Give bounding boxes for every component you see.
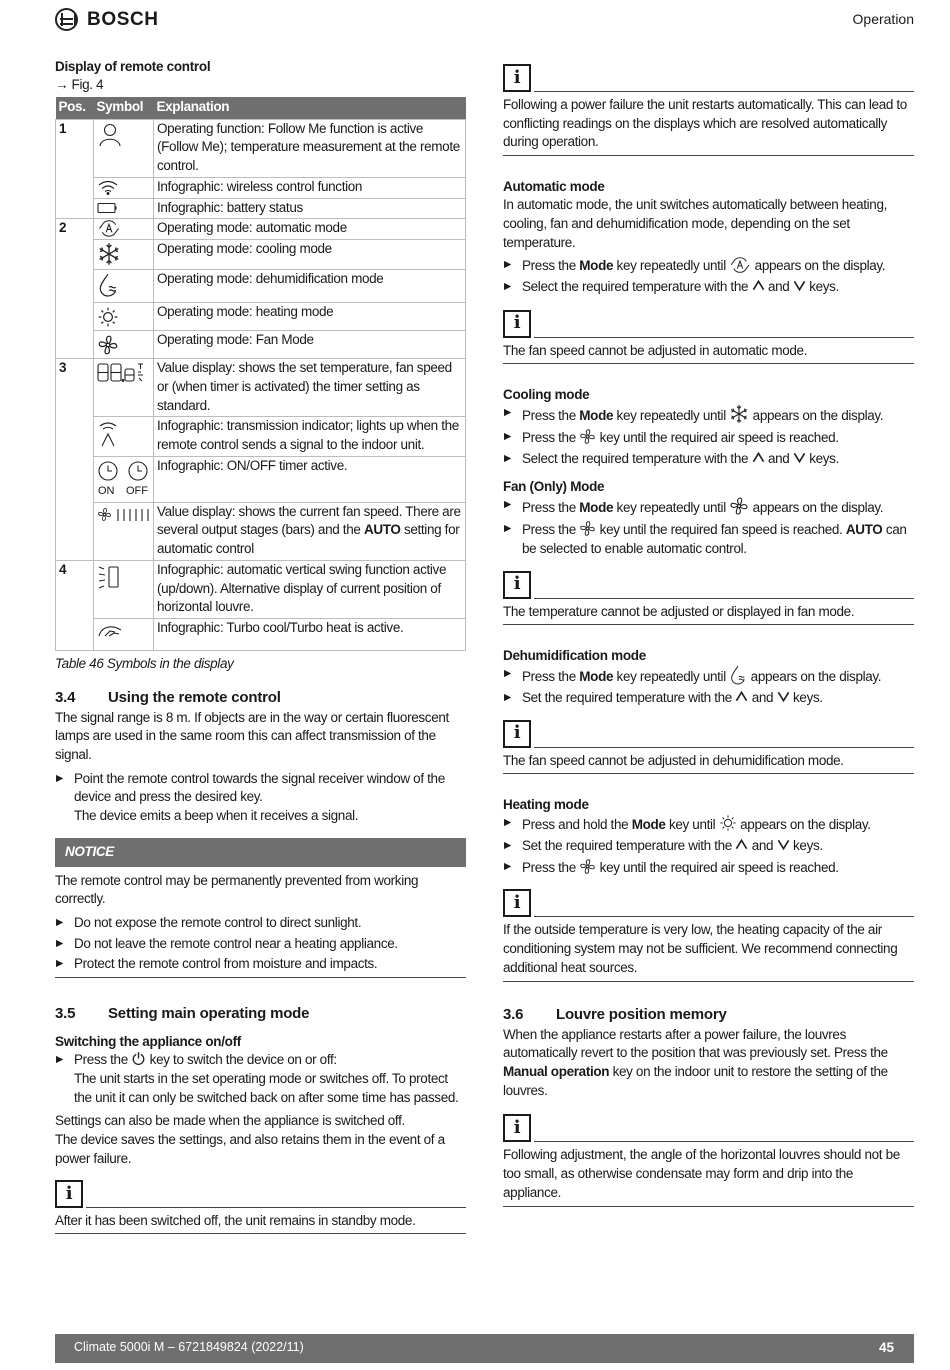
text: keys. xyxy=(789,689,823,705)
mode-key-label: Mode xyxy=(579,500,614,516)
notice-text: The remote control may be permanently prevented from working correctly. xyxy=(55,872,419,907)
document-id: Climate 5000i M – 6721849824 (2022/11) xyxy=(74,1340,304,1354)
info-text: After it has been switched off, the unit remains in standby mode. xyxy=(55,1213,416,1229)
up-arrow-icon xyxy=(752,451,765,464)
up-arrow-icon xyxy=(735,838,748,851)
auto-mode-icon xyxy=(729,256,751,274)
explanation-cell: Operating mode: dehumidification mode xyxy=(154,270,466,303)
info-text: The fan speed cannot be adjusted in automatic mode. xyxy=(503,342,808,358)
timer-off-label: OFF xyxy=(126,484,148,497)
text: Press the xyxy=(522,430,580,446)
explanation-cell xyxy=(154,502,466,560)
info-icon: i xyxy=(503,571,531,599)
automatic-mode-paragraph: In automatic mode, the unit switches automatically between heating, cooling, fan and dehumidification mode, depending on the set temperature. xyxy=(503,197,888,250)
snowflake-icon xyxy=(97,242,121,266)
drop-icon xyxy=(729,665,747,685)
text: Press and hold the xyxy=(522,817,632,833)
symbol-cell xyxy=(94,303,154,331)
list-item: ▶ Do not expose the remote control to direct sunlight. xyxy=(55,914,466,933)
list-item xyxy=(503,837,914,856)
list-item xyxy=(55,1051,466,1107)
info-line xyxy=(534,916,914,917)
heating-mode-list xyxy=(503,814,914,877)
text: can be selected to enable automatic control. xyxy=(522,522,907,556)
info-divider xyxy=(503,981,914,982)
switching-subheading: Switching the appliance on/off xyxy=(55,1034,242,1050)
auto-mode-icon xyxy=(98,219,120,238)
sun-icon xyxy=(719,814,737,832)
info-text: If the outside temperature is very low, the heating capacity of the air conditioning system may not be sufficient. We recommend connecting additional heat sources. xyxy=(503,922,898,975)
transmission-icon xyxy=(97,419,119,449)
person-icon xyxy=(98,122,124,148)
pos-cell: 3 xyxy=(56,359,94,561)
list-item-text: Point the remote control towards the signal receiver window of the device and press the desired key. xyxy=(74,770,445,805)
list-item xyxy=(503,689,914,708)
table-header-symbol: Symbol xyxy=(94,97,154,120)
notice-banner: NOTICE xyxy=(55,838,466,867)
list-item xyxy=(503,858,914,878)
fan-speed-text-c: setting for automatic control xyxy=(157,522,460,557)
text: key on the indoor unit to restore the setting of the louvres. xyxy=(503,1063,888,1098)
text: Press the xyxy=(522,522,580,538)
info-icon: i xyxy=(503,889,531,917)
text: Select the required temperature with the xyxy=(522,450,752,466)
explanation-cell: Infographic: wireless control function xyxy=(154,177,466,198)
power-icon xyxy=(131,1051,146,1066)
text: Press the xyxy=(522,258,580,274)
list-item xyxy=(503,450,914,469)
table-row xyxy=(56,303,466,331)
info-icon: i xyxy=(503,1114,531,1142)
info-divider xyxy=(55,1233,466,1234)
pos-cell: 4 xyxy=(56,560,94,650)
info-line xyxy=(534,337,914,338)
mode-key-label: Mode xyxy=(579,258,614,274)
fan-icon xyxy=(729,496,749,516)
text: appears on the display. xyxy=(749,500,884,516)
table-header-row xyxy=(56,97,466,120)
up-arrow-icon xyxy=(735,690,748,703)
info-header xyxy=(503,64,914,92)
explanation-cell: Infographic: battery status xyxy=(154,198,466,219)
text: key repeatedly until xyxy=(613,669,730,685)
snowflake-icon xyxy=(729,404,749,424)
fan-speed-icon xyxy=(97,506,153,524)
info-icon: i xyxy=(503,310,531,338)
timer-off-clock-icon xyxy=(127,460,149,482)
explanation-cell: Infographic: automatic vertical swing function active (up/down). Alternative display of current position of horizontal louvre. xyxy=(154,560,466,618)
list-item: ▶ Protect the remote control from moisture and impacts. xyxy=(55,955,466,974)
turbo-icon xyxy=(97,622,123,640)
info-line xyxy=(534,598,914,599)
text: Set the required temperature with the xyxy=(522,838,736,854)
explanation-cell: Operating mode: heating mode xyxy=(154,303,466,331)
down-arrow-icon xyxy=(777,838,790,851)
switching-list xyxy=(55,1051,466,1107)
text: appears on the display. xyxy=(747,669,882,685)
text: and xyxy=(764,278,793,294)
info-header xyxy=(503,720,914,748)
louvre-memory-paragraph xyxy=(503,1026,914,1101)
list-item xyxy=(503,665,914,687)
swing-icon xyxy=(97,563,125,591)
info-divider xyxy=(503,155,914,156)
remote-usage-list xyxy=(55,770,466,826)
display-heading: Display of remote control xyxy=(55,59,211,74)
list-item: ▶ Do not leave the remote control near a heating appliance. xyxy=(55,935,466,954)
explanation-cell: Value display: shows the set temperature, fan speed or (when timer is activated) the timer setting as standard. xyxy=(154,359,466,417)
explanation-cell: Operating mode: automatic mode xyxy=(154,219,466,240)
wireless-icon xyxy=(97,179,119,195)
symbols-table xyxy=(55,97,466,651)
right-column xyxy=(503,64,914,1207)
section-title: Louvre position memory xyxy=(556,1005,727,1023)
mode-key-label: Mode xyxy=(579,408,614,424)
auto-keyword: AUTO xyxy=(845,522,883,538)
manual-operation-key-label: Manual operation xyxy=(503,1063,610,1079)
down-arrow-icon xyxy=(793,451,806,464)
info-line xyxy=(534,91,914,92)
symbol-cell xyxy=(94,417,154,456)
left-column xyxy=(55,57,466,1234)
info-icon: i xyxy=(503,64,531,92)
text: Press the xyxy=(522,859,580,875)
info-header xyxy=(503,310,914,338)
table-row xyxy=(56,198,466,219)
list-item xyxy=(503,256,914,276)
section-number: 3.5 xyxy=(55,1005,76,1023)
timer-on-label: ON xyxy=(98,484,115,497)
drop-icon xyxy=(97,272,119,298)
symbol-cell xyxy=(94,240,154,270)
section-title: Operation xyxy=(852,11,914,27)
info-icon: i xyxy=(503,720,531,748)
text: Press the xyxy=(522,500,580,516)
digit-display-icon xyxy=(97,361,149,385)
mode-key-label: Mode xyxy=(631,817,666,833)
figure-reference: → Fig. 4 xyxy=(55,77,104,92)
text: Press the xyxy=(522,669,580,685)
list-item xyxy=(503,404,914,426)
text: and xyxy=(748,689,777,705)
list-item xyxy=(503,814,914,835)
fan-icon xyxy=(579,520,596,537)
list-item-text: key to switch the device on or off: xyxy=(146,1052,337,1068)
section-3-4-heading xyxy=(55,687,466,709)
section-number: 3.6 xyxy=(503,1005,524,1023)
list-item xyxy=(503,520,914,558)
explanation-cell: Infographic: Turbo cool/Turbo heat is active. xyxy=(154,618,466,650)
brand-name: BOSCH xyxy=(87,8,159,30)
symbol-cell xyxy=(94,359,154,417)
text: keys. xyxy=(805,278,839,294)
info-header xyxy=(503,1114,914,1142)
text: Select the required temperature with the xyxy=(522,278,752,294)
text: appears on the display. xyxy=(749,408,884,424)
cooling-mode-heading: Cooling mode xyxy=(503,387,590,403)
section-title: Setting main operating mode xyxy=(108,1005,310,1023)
timer-on-clock-icon xyxy=(97,460,119,482)
table-row xyxy=(56,502,466,560)
heating-mode-heading: Heating mode xyxy=(503,797,589,813)
table-row xyxy=(56,219,466,240)
text: and xyxy=(764,450,793,466)
text: keys. xyxy=(805,450,839,466)
symbol-cell xyxy=(94,456,154,502)
table-row xyxy=(56,359,466,417)
sun-icon xyxy=(97,306,119,328)
section-number: 3.4 xyxy=(55,688,76,706)
info-divider xyxy=(503,1206,914,1207)
symbol-cell xyxy=(94,331,154,359)
dehumidification-mode-list xyxy=(503,665,914,707)
explanation-cell: Operating mode: Fan Mode xyxy=(154,331,466,359)
section-3-6-heading xyxy=(503,1004,914,1026)
table-row xyxy=(56,177,466,198)
list-item xyxy=(503,496,914,518)
symbol-cell xyxy=(94,560,154,618)
battery-icon xyxy=(97,201,119,215)
text: When the appliance restarts after a power failure, the louvres automatically revert to the position that was previously set. Press the xyxy=(503,1026,888,1061)
info-line xyxy=(86,1207,466,1208)
down-arrow-icon xyxy=(777,690,790,703)
info-text: Following adjustment, the angle of the horizontal louvres should not be too small, as otherwise condensate may form and drip into the appliance. xyxy=(503,1147,900,1200)
symbol-cell xyxy=(94,177,154,198)
info-text: The temperature cannot be adjusted or displayed in fan mode. xyxy=(503,603,855,619)
fan-mode-heading: Fan (Only) Mode xyxy=(503,479,605,495)
info-line xyxy=(534,747,914,748)
cooling-mode-list xyxy=(503,404,914,468)
explanation-cell: Operating mode: cooling mode xyxy=(154,240,466,270)
text: key until the required air speed is reached. xyxy=(596,859,839,875)
list-item xyxy=(503,428,914,448)
fan-mode-list xyxy=(503,496,914,558)
automatic-mode-list xyxy=(503,256,914,296)
automatic-mode-heading: Automatic mode xyxy=(503,179,605,195)
fan-speed-text-a: Value display: shows the current fan speed. There are several output stages (bars) and the xyxy=(157,503,461,538)
table-row xyxy=(56,270,466,303)
info-header xyxy=(503,571,914,599)
symbol-cell xyxy=(94,119,154,177)
text: key until xyxy=(665,817,719,833)
table-row xyxy=(56,456,466,502)
signal-range-paragraph: The signal range is 8 m. If objects are in the way or certain fluorescent lamps are used in the same room this can affect transmission of the signal. xyxy=(55,709,449,763)
text: key until the required air speed is reached. xyxy=(596,430,839,446)
list-item-text: Press the xyxy=(74,1052,132,1068)
symbol-cell xyxy=(94,270,154,303)
text: appears on the display. xyxy=(736,817,871,833)
fan-icon xyxy=(579,428,596,445)
pos-cell: 1 xyxy=(56,119,94,219)
timer-icon xyxy=(97,457,153,497)
symbol-cell xyxy=(94,618,154,650)
down-arrow-icon xyxy=(793,279,806,292)
info-text: The fan speed cannot be adjusted in dehumidification mode. xyxy=(503,752,844,768)
table-row xyxy=(56,331,466,359)
list-item-continuation: The unit starts in the set operating mode or switches off. To protect the unit it can only be switched back on after some time has passed. xyxy=(74,1070,459,1105)
section-3-5-heading xyxy=(55,1003,466,1025)
text: key until the required fan speed is reached. xyxy=(596,522,846,538)
auto-keyword: AUTO xyxy=(363,522,401,538)
explanation-cell: Infographic: ON/OFF timer active. xyxy=(154,456,466,502)
symbol-cell xyxy=(94,502,154,560)
list-item xyxy=(55,770,466,826)
text: appears on the display. xyxy=(751,258,886,274)
up-arrow-icon xyxy=(752,279,765,292)
table-header-explanation: Explanation xyxy=(154,97,466,120)
table-row xyxy=(56,240,466,270)
text: and xyxy=(748,838,777,854)
info-text: Following a power failure the unit restarts automatically. This can lead to conflicting readings on the displays which are resolved automatically during operation. xyxy=(503,97,907,150)
table-row xyxy=(56,560,466,618)
symbol-cell xyxy=(94,219,154,240)
list-item-continuation: The device emits a beep when it receives a signal. xyxy=(74,808,359,824)
page-header xyxy=(55,8,914,34)
page-number: 45 xyxy=(878,1340,894,1355)
table-row xyxy=(56,119,466,177)
mode-key-label: Mode xyxy=(579,669,614,685)
info-header xyxy=(55,1180,466,1208)
pos-cell: 2 xyxy=(56,219,94,359)
table-caption: Table 46 Symbols in the display xyxy=(55,655,234,671)
text: key repeatedly until xyxy=(613,500,730,516)
fan-icon xyxy=(97,334,119,356)
info-divider xyxy=(503,773,914,774)
section-title: Using the remote control xyxy=(108,688,281,706)
text: Set the required temperature with the xyxy=(522,689,736,705)
info-header xyxy=(503,889,914,917)
fan-icon xyxy=(579,858,596,875)
text: Press the xyxy=(522,408,580,424)
info-divider xyxy=(503,624,914,625)
notice-divider xyxy=(55,977,466,978)
saves-settings-paragraph: The device saves the settings, and also retains them in the event of a power failure. xyxy=(55,1131,445,1166)
bosch-logo xyxy=(55,8,159,31)
table-row xyxy=(56,417,466,456)
text: key repeatedly until xyxy=(613,408,730,424)
page-footer xyxy=(55,1334,914,1363)
settings-paragraph: Settings can also be made when the appliance is switched off. xyxy=(55,1113,405,1129)
info-divider xyxy=(503,363,914,364)
notice-list xyxy=(55,914,466,974)
table-row xyxy=(56,618,466,650)
explanation-cell: Infographic: transmission indicator; lights up when the remote control sends a signal to the indoor unit. xyxy=(154,417,466,456)
text: key repeatedly until xyxy=(613,258,730,274)
symbol-cell xyxy=(94,198,154,219)
text: keys. xyxy=(789,838,823,854)
explanation-cell: Operating function: Follow Me function is active (Follow Me); temperature measurement at the remote control. xyxy=(154,119,466,177)
list-item xyxy=(503,278,914,297)
info-icon: i xyxy=(55,1180,83,1208)
dehumidification-mode-heading: Dehumidification mode xyxy=(503,648,646,664)
table-header-pos: Pos. xyxy=(56,97,94,120)
bosch-armature-icon xyxy=(55,8,78,31)
info-line xyxy=(534,1141,914,1142)
